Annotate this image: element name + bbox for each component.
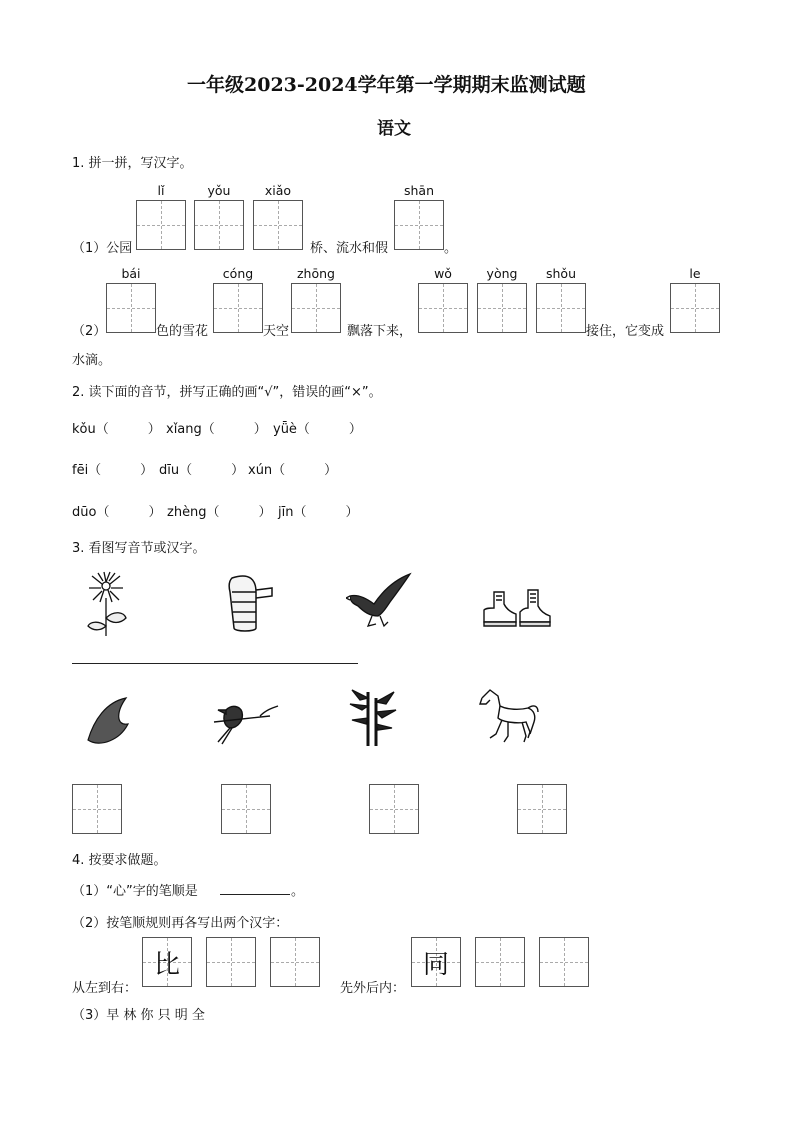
boat-picture: [222, 572, 278, 634]
writing-box[interactable]: [418, 283, 468, 333]
q4-heading: 4. 按要求做题。: [72, 853, 167, 868]
writing-box[interactable]: [517, 784, 567, 834]
syllable-item: xǐang（ ）: [166, 422, 267, 437]
syllable-item: jīn（ ）: [278, 505, 359, 520]
q3-heading: 3. 看图写音节或汉字。: [72, 541, 206, 556]
eagle-picture: [346, 572, 414, 632]
pinyin-label: bái: [121, 266, 141, 281]
example-box: [142, 937, 192, 987]
chrysanthemum-picture: [84, 570, 134, 638]
q1-line1-prefix: （1）公园: [72, 241, 133, 256]
syllable-item: dīu（ ）: [159, 463, 245, 478]
pinyin-label: lǐ: [157, 183, 165, 198]
stroke-order-answer-line[interactable]: [220, 894, 290, 895]
q1-line2-text3: 飘落下来，: [347, 324, 413, 339]
pinyin-label: yòng: [486, 266, 518, 281]
writing-box[interactable]: [221, 784, 271, 834]
example-character: 比: [153, 949, 180, 980]
moon-picture: [86, 696, 132, 746]
q1-line2-text1: 色的雪花: [156, 324, 209, 339]
writing-box[interactable]: [670, 283, 720, 333]
outside-then-inside-label: 先外后内：: [340, 981, 406, 996]
q1-heading: 1. 拼一拼，写汉字。: [72, 156, 193, 171]
syllable-item: yǖè（ ）: [273, 422, 362, 437]
example-character: 同: [422, 949, 449, 980]
writing-box[interactable]: [291, 283, 341, 333]
q1-line1-mid: 桥、流水和假: [310, 241, 389, 256]
pinyin-label: zhōng: [297, 266, 335, 281]
pinyin-label: yǒu: [207, 183, 231, 198]
syllable-item: kǒu（ ）: [72, 422, 161, 437]
writing-box[interactable]: [477, 283, 527, 333]
page-title: 一年级2023-2024学年第一学期期末监测试题: [187, 74, 586, 96]
writing-box[interactable]: [536, 283, 586, 333]
bamboo-picture: [348, 688, 398, 746]
pinyin-label: shān: [403, 183, 435, 198]
q4-part2: （2）按笔顺规则再各写出两个汉字：: [72, 916, 289, 931]
bird-picture: [208, 692, 280, 746]
q4-part1: （1）“心”字的笔顺是: [72, 884, 198, 899]
writing-box[interactable]: [194, 200, 244, 250]
q1-line1-end: 。: [444, 241, 458, 256]
pinyin-label: shǒu: [545, 266, 576, 281]
syllable-item: dūo（ ）: [72, 505, 162, 520]
page-subtitle: 语文: [377, 119, 411, 139]
q1-line2-prefix: （2）: [72, 324, 107, 339]
answer-line[interactable]: [72, 663, 358, 664]
q1-line2-text2: 天空: [263, 324, 290, 339]
pinyin-label: xiǎo: [264, 183, 292, 198]
writing-box[interactable]: [369, 784, 419, 834]
writing-box[interactable]: [136, 200, 186, 250]
q1-line2-text4: 接住，它变成: [586, 324, 665, 339]
q2-heading: 2. 读下面的音节，拼写正确的画“√”，错误的画“×”。: [72, 385, 382, 400]
q1-line2-cont: 水滴。: [72, 353, 112, 368]
syllable-item: xún（ ）: [248, 463, 338, 478]
writing-box[interactable]: [270, 937, 320, 987]
left-to-right-label: 从左到右：: [72, 981, 138, 996]
pinyin-label: cóng: [222, 266, 254, 281]
pinyin-label: wǒ: [434, 266, 452, 281]
writing-box[interactable]: [539, 937, 589, 987]
shoes-picture: [480, 582, 554, 630]
q4-part1-end: 。: [291, 884, 305, 899]
horse-picture: [478, 688, 540, 746]
q4-part3: （3）早 林 你 只 明 全: [72, 1008, 205, 1023]
writing-box[interactable]: [106, 283, 156, 333]
pinyin-label: le: [689, 266, 701, 281]
syllable-item: fēi（ ）: [72, 463, 154, 478]
writing-box[interactable]: [72, 784, 122, 834]
syllable-item: zhèng（ ）: [167, 505, 272, 520]
writing-box[interactable]: [253, 200, 303, 250]
example-box: [411, 937, 461, 987]
writing-box[interactable]: [206, 937, 256, 987]
writing-box[interactable]: [213, 283, 263, 333]
writing-box[interactable]: [394, 200, 444, 250]
writing-box[interactable]: [475, 937, 525, 987]
